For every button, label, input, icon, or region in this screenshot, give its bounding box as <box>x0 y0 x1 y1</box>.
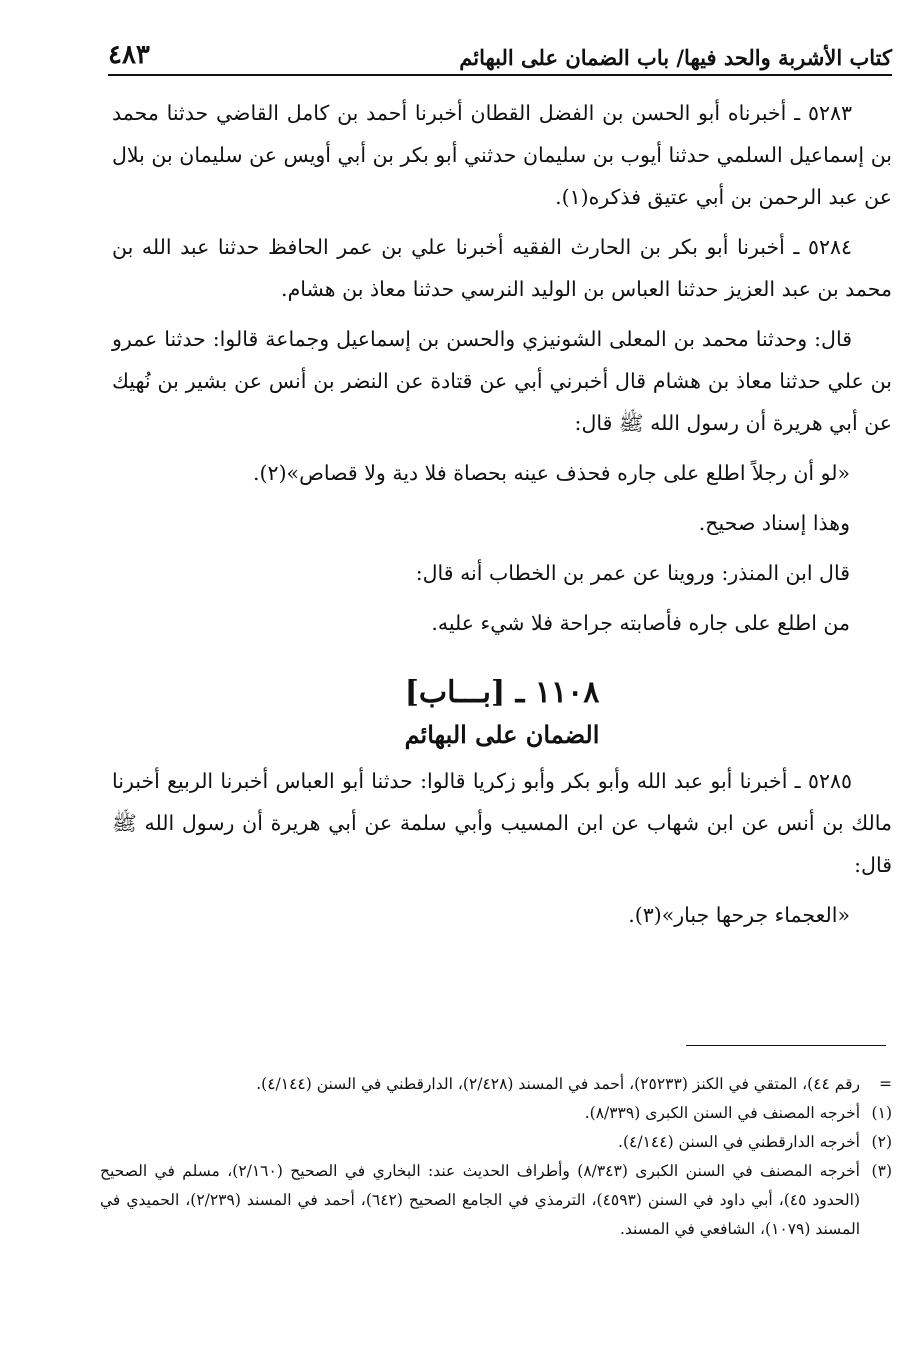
isnad-grade: وهذا إسناد صحيح. <box>698 511 850 535</box>
footnote-3 <box>100 1157 892 1244</box>
hadith-text-quote: «لو أن رجلاً اطلع على جاره فحذف عينه بحصاة فلا دية ولا قصاص»(٢). <box>253 461 850 485</box>
footnote-text: رقم ٤٤)، المتقي في الكنز (٢٥٢٣٣)، أحمد في المسند (٢/٤٢٨)، الدارقطني في السنن (٤/١٤٤). <box>256 1075 860 1093</box>
footnote-separator <box>686 1045 886 1046</box>
page-header <box>108 30 892 76</box>
footnote-text: أخرجه المصنف في السنن الكبرى (٨/٣٣٩). <box>584 1104 860 1122</box>
hadith-5284: ٥٢٨٤ ـ أخبرنا أبو بكر بن الحارث الفقيه أخبرنا علي بن عمر الحافظ حدثنا عبد الله بن محمد بن عبد العزيز حدثنا العباس بن الوليد النرسي حدثنا معاذ بن هشام. <box>112 235 892 301</box>
isnad-continuation: قال: وحدثنا محمد بن المعلى الشونيزي والحسن بن إسماعيل وجماعة قالوا: حدثنا عمرو بن علي حدثنا معاذ بن هشام قال أخبرني أبي عن قتادة عن النضر بن أنس عن بشير بن نُهيك عن أبي هريرة أن رسول الله ﷺ قال: <box>112 327 892 435</box>
hadith-5285: ٥٢٨٥ ـ أخبرنا أبو عبد الله وأبو بكر وأبو زكريا قالوا: حدثنا أبو العباس أخبرنا الربيع أخبرنا مالك بن أنس عن ابن شهاب عن ابن المسيب وأبي سلمة عن أبي هريرة أن رسول الله ﷺ قال: <box>112 769 892 877</box>
footnotes <box>100 1070 892 1244</box>
hadith-5283: ٥٢٨٣ ـ أخبرناه أبو الحسن بن الفضل القطان أخبرنا أحمد بن كامل القاضي حدثنا محمد بن إسماعيل السلمي حدثنا أيوب بن سليمان حدثني أبو بكر بن أبي أويس عن سليمان بن بلال عن عبد الرحمن بن أبي عتيق فذكره(١). <box>112 101 892 209</box>
footnote-text: أخرجه الدارقطني في السنن (٤/١٤٤). <box>618 1133 860 1151</box>
hadith-text-ajma: «العجماء جرحها جبار»(٣). <box>628 903 850 927</box>
footnote-mark: (١) <box>871 1104 892 1122</box>
footnote-mark: (٣) <box>871 1162 892 1180</box>
page-number: ٤٨٣ <box>108 40 150 70</box>
main-text <box>112 92 892 944</box>
footnote-1 <box>100 1099 892 1128</box>
ibn-mundhir-statement: قال ابن المنذر: وروينا عن عمر بن الخطاب أنه قال: <box>415 561 850 585</box>
chapter-title: الضمان على البهائم <box>404 720 600 749</box>
footnote-mark: (٢) <box>871 1133 892 1151</box>
footnote-mark: = <box>879 1075 892 1093</box>
footnote-continued <box>100 1070 892 1099</box>
chapter-number: ١١٠٨ ـ [بـــاب] <box>404 675 600 710</box>
umar-statement: من اطلع على جاره فأصابته جراحة فلا شيء عليه. <box>431 611 850 635</box>
footnote-text: أخرجه المصنف في السنن الكبرى (٨/٣٤٣) وأطراف الحديث عند: البخاري في الصحيح (٢/١٦٠)، مسلم في الصحيح (الحدود ٤٥)، أبي داود في السنن (٤٥٩٣)، الترمذي في الجامع الصحيح (٦٤٢)، أحمد في المسند (٢/٢٣٩)، الحميدي في المسند (١٠٧٩)، الشافعي في المسند. <box>100 1162 861 1238</box>
footnote-2 <box>100 1128 892 1157</box>
running-title: كتاب الأشربة والحد فيها/ باب الضمان على البهائم <box>459 45 892 70</box>
